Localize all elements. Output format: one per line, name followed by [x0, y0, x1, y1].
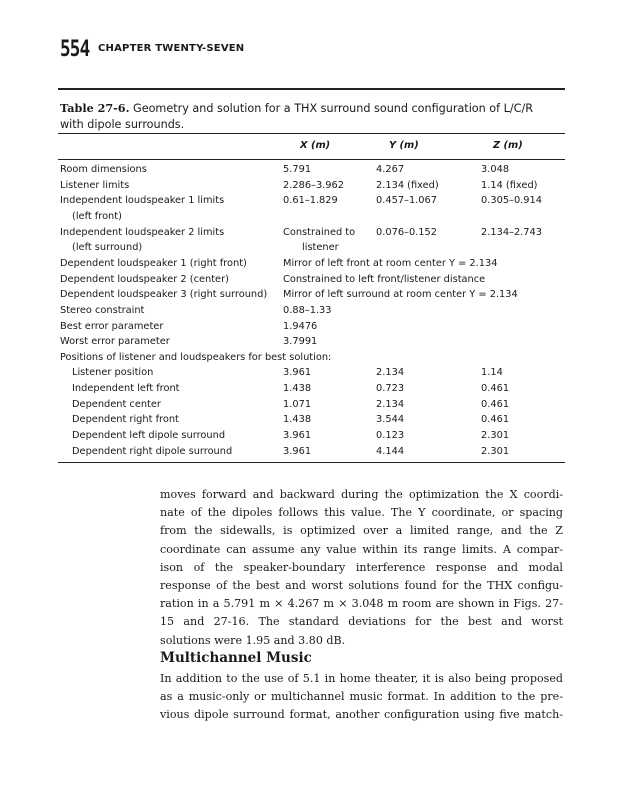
table-row: [0, 397, 639, 413]
text-line: coordinate can assume any value within its range limits. A compar-: [160, 542, 563, 556]
table-row: [0, 350, 639, 366]
row-label: Listener limits: [60, 179, 130, 191]
cell-z: 2.134–2.743: [481, 226, 542, 238]
column-header-y: Y (m): [389, 140, 419, 151]
cell-x: 1.438: [283, 383, 312, 395]
cell-x: 1.438: [283, 414, 312, 426]
cell-x: 1.071: [283, 398, 312, 410]
cell-y: 0.457–1.067: [376, 195, 437, 207]
table-row: [0, 381, 639, 397]
table-row: [0, 444, 639, 460]
cell-y: 0.076–0.152: [376, 226, 437, 238]
text-line: moves forward and backward during the optimization the X coordi-: [160, 488, 563, 501]
row-label: Dependent right dipole surround: [72, 445, 233, 457]
cell-z: 1.14 (fixed): [481, 179, 538, 191]
table-row: [0, 287, 639, 303]
column-header-x: X (m): [300, 140, 331, 151]
table-row: [0, 303, 639, 319]
cell-z: 0.461: [481, 398, 510, 410]
cell-y: 2.134: [376, 398, 405, 410]
table-row: [0, 428, 639, 444]
table-row: [0, 412, 639, 428]
cell-x: 3.961: [283, 430, 312, 442]
row-label: Listener position: [72, 367, 154, 379]
cell-x: 3.961: [283, 367, 312, 379]
cell-z: 2.301: [481, 445, 510, 457]
table-row: [0, 256, 639, 272]
cell-x: 1.9476: [283, 320, 318, 332]
row-label: (left front): [72, 210, 122, 222]
cell-x: Constrained to left front/listener distance: [283, 273, 486, 285]
text-line: response of the best and worst solutions found for the THX configu-: [160, 578, 563, 592]
row-label: Dependent loudspeaker 1 (right front): [60, 257, 247, 269]
cell-x: 5.791: [283, 164, 312, 175]
table-row: [0, 319, 639, 335]
text-line: nate of the dipoles follows this value. The Y coordinate, or spacing: [160, 506, 563, 520]
cell-x: Mirror of left surround at room center Y = 2.134: [283, 289, 518, 301]
table-row: [0, 178, 639, 194]
row-label: Positions of listener and loudspeakers for best solution:: [60, 351, 332, 363]
cell-x: listener: [302, 242, 339, 254]
table-row: [0, 209, 639, 225]
cell-x: 0.88–1.33: [283, 304, 332, 316]
cell-z: 3.048: [481, 164, 510, 175]
cell-y: 0.123: [376, 430, 405, 442]
text-line: vious dipole surround format, another configuration using five match-: [160, 708, 563, 722]
row-label: Dependent loudspeaker 2 (center): [60, 273, 229, 285]
page-number: 554: [60, 37, 90, 62]
table-row: [0, 162, 639, 178]
table-caption-text: Geometry and solution for a THX surround sound configuration of L/C/R with dipole surrounds.: [60, 102, 533, 131]
text-line: ration in a 5.791 m × 4.267 m × 3.048 m room are shown in Figs. 27-: [160, 597, 563, 611]
cell-z: 1.14: [481, 367, 503, 379]
cell-y: 0.723: [376, 383, 405, 395]
row-label: Dependent left dipole surround: [72, 430, 226, 442]
row-label: Independent loudspeaker 1 limits: [60, 195, 225, 207]
cell-x: 0.61–1.829: [283, 195, 338, 207]
column-header-z: Z (m): [493, 140, 523, 151]
text-line: 15 and 27-16. The standard deviations for the best and worst: [160, 615, 563, 629]
table-bottom-rule: [58, 462, 565, 463]
cell-y: 4.267: [376, 164, 405, 175]
row-label: Independent loudspeaker 2 limits: [60, 226, 225, 238]
cell-z: 0.461: [481, 383, 510, 395]
table-caption-label: Table 27-6.: [60, 101, 130, 115]
text-line: solutions were 1.95 and 3.80 dB.: [160, 633, 346, 647]
table-row: [0, 225, 639, 241]
cell-y: 2.134: [376, 367, 405, 379]
cell-x: 3.7991: [283, 336, 318, 348]
row-label: Room dimensions: [60, 164, 147, 175]
cell-x: 2.286–3.962: [283, 179, 344, 191]
text-line: from the sidewalls, is optimized over a limited range, and the Z: [160, 524, 563, 538]
chapter-title: CHAPTER TWENTY-SEVEN: [98, 43, 245, 54]
cell-x: Mirror of left front at room center Y = 2.134: [283, 257, 498, 269]
text-line: as a music-only or multichannel music format. In addition to the pre-: [160, 690, 563, 704]
row-label: Stereo constraint: [60, 304, 145, 316]
table-row: [0, 272, 639, 288]
cell-z: 2.301: [481, 430, 510, 442]
cell-y: 2.134 (fixed): [376, 179, 439, 191]
table-row: [0, 365, 639, 381]
body-paragraph-1: [160, 486, 563, 650]
section-heading: Multichannel Music: [160, 650, 312, 666]
cell-y: 4.144: [376, 445, 405, 457]
table-row: [0, 334, 639, 350]
body-paragraph-2: [160, 670, 563, 725]
cell-y: 3.544: [376, 414, 405, 426]
text-line: In addition to the use of 5.1 in home theater, it is also being proposed: [160, 672, 563, 685]
row-label: Best error parameter: [60, 320, 164, 332]
row-label: Independent left front: [72, 383, 180, 395]
row-label: Worst error parameter: [60, 336, 170, 348]
row-label: Dependent center: [72, 398, 161, 410]
row-label: Dependent loudspeaker 3 (right surround): [60, 289, 268, 301]
text-line: ison of the speaker-boundary interference response and modal: [160, 560, 563, 574]
table-row: [0, 193, 639, 209]
row-label: (left surround): [72, 242, 143, 254]
table-row: [0, 240, 639, 256]
cell-x: Constrained to: [283, 226, 356, 238]
cell-z: 0.305–0.914: [481, 195, 542, 207]
cell-z: 0.461: [481, 414, 510, 426]
row-label: Dependent right front: [72, 414, 179, 426]
cell-x: 3.961: [283, 445, 312, 457]
